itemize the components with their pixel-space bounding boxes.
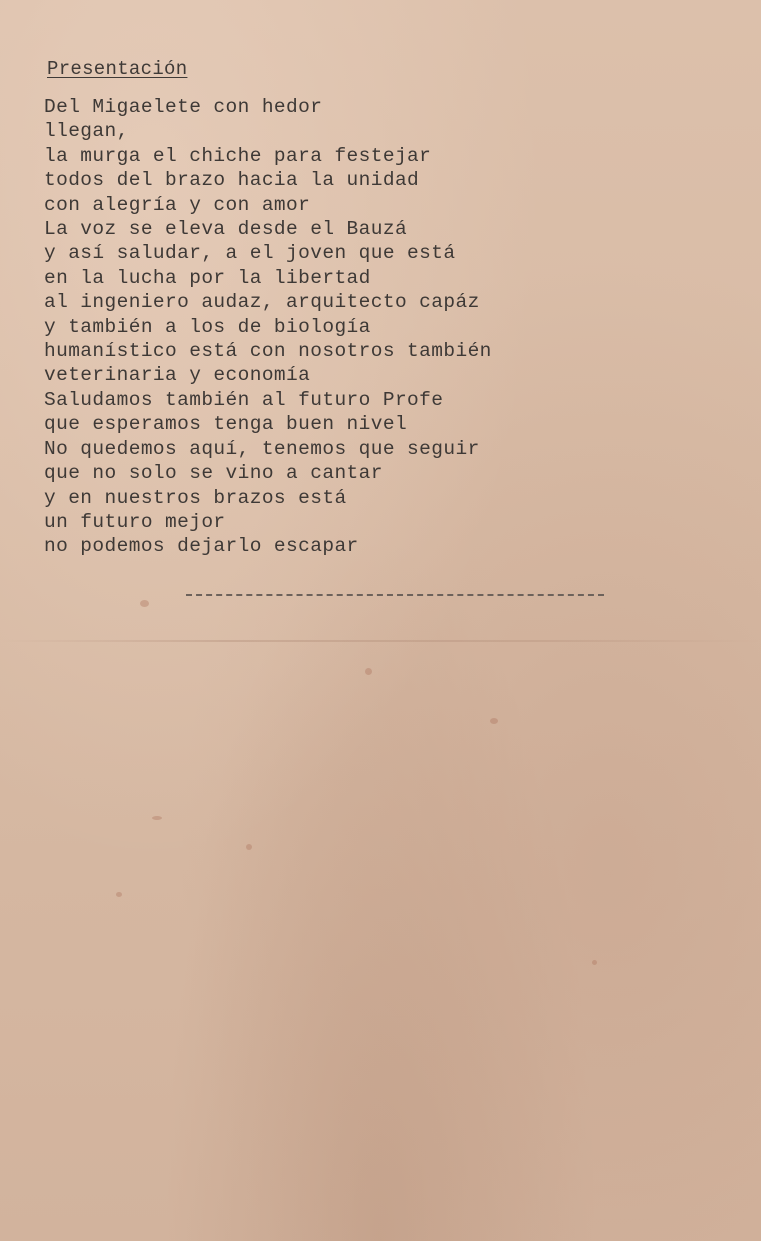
paper-fold-crease xyxy=(0,640,761,642)
poem-line: la murga el chiche para festejar xyxy=(44,144,432,167)
poem-line: todos del brazo hacia la unidad xyxy=(44,169,420,192)
poem-line: Saludamos también al futuro Profe xyxy=(44,388,444,411)
stain-spot xyxy=(116,892,122,897)
poem-line: Del Migaelete con hedor xyxy=(44,96,323,118)
stain-spot xyxy=(152,816,162,820)
poem-line: La voz se eleva desde el Bauzá xyxy=(44,218,408,241)
poem-body xyxy=(44,95,492,559)
dashed-separator xyxy=(186,594,604,596)
poem-line: y también a los de biología xyxy=(44,315,371,338)
poem-line: un futuro mejor xyxy=(44,510,226,533)
poem-line: y así saludar, a el joven que está xyxy=(44,242,456,265)
poem-line: No quedemos aquí, tenemos que seguir xyxy=(44,437,480,460)
stain-spot xyxy=(365,668,372,675)
poem-line: veterinaria y economía xyxy=(44,364,311,387)
poem-line: con alegría y con amor xyxy=(44,193,311,216)
stain-spot xyxy=(140,600,149,607)
poem-line: en la lucha por la libertad xyxy=(44,266,371,289)
poem-line: humanístico está con nosotros también xyxy=(44,340,492,363)
poem-line: que no solo se vino a cantar xyxy=(44,462,383,485)
poem-line: no podemos dejarlo escapar xyxy=(44,535,359,558)
page-title: Presentación xyxy=(47,58,188,80)
poem-line: y en nuestros brazos está xyxy=(44,486,347,509)
stain-spot xyxy=(246,844,252,850)
poem-line: que esperamos tenga buen nivel xyxy=(44,413,408,436)
poem-line: llegan, xyxy=(44,120,129,143)
stain-spot xyxy=(490,718,498,724)
poem-line: al ingeniero audaz, arquitecto capáz xyxy=(44,291,480,314)
stain-spot xyxy=(592,960,597,965)
